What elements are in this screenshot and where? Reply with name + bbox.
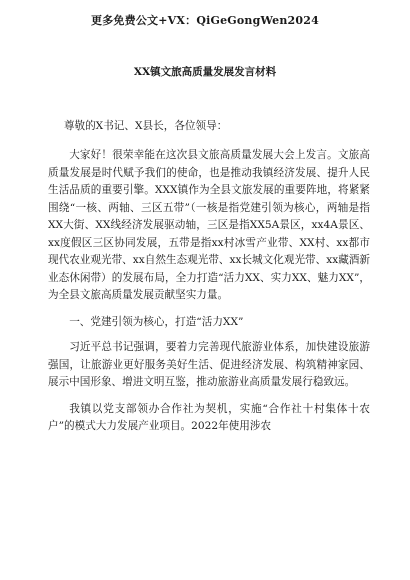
section-heading: 一、党建引领为核心，打造“活力XX” xyxy=(69,315,244,328)
document-body xyxy=(48,118,370,445)
promo-banner: 更多免费公文+VX：QiGeGongWen2024 xyxy=(91,14,319,27)
paragraph: 大家好！很荣幸能在这次县文旅高质量发展大会上发言。文旅高质量发展是时代赋予我们的使命，也是推动我镇经济发展、提升人民生活品质的重要引擎。XXX镇作为全县文旅发展的重要阵地，将紧紧围绕“一核、两轴、三区五带”（一核是指党建引领为核心，两轴是指XX大街、XX线经济发展驱动轴，三区是指XX5A景区，xx4A景区、xx度假区三区协同发展，五带是指xx村冰雪产业带、XX村、xx都市现代农业观光带、xx自然生态观光带、xx长城文化观光带、xx藏酒新业态休闲带）的发展布局，全力打造“活力XX、实力XX、魅力XX”，为全县文旅高质量发展贡献坚实力量。 xyxy=(48,149,370,302)
paragraph: 习近平总书记强调，要着力完善现代旅游业体系，加快建设旅游强国，让旅游业更好服务美好生活、促进经济发展、构筑精神家园、展示中国形象、增进文明互鉴，推动旅游业高质量发展行稳致远。 xyxy=(48,341,370,389)
paragraph: 我镇以党支部领办合作社为契机，实施“合作社十村集体十农户”的模式大力发展产业项目。2022年使用涉农 xyxy=(48,402,370,433)
document-title: XX镇文旅高质量发展发言材料 xyxy=(133,66,277,78)
salutation: 尊敬的X书记、X县长，各位领导： xyxy=(63,120,228,132)
